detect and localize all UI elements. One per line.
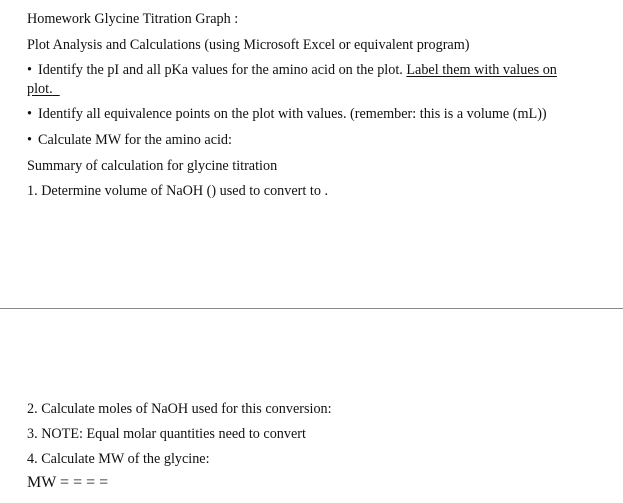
step-2: 2. Calculate moles of NaOH used for this conversion:: [27, 401, 332, 417]
underlined-instruction-continued: plot.: [27, 81, 53, 97]
bullet-icon: •: [27, 106, 32, 122]
step-1: 1. Determine volume of NaOH () used to convert to .: [27, 183, 329, 199]
bullet-item-calculate-mw: [27, 131, 232, 149]
step-3: 3. NOTE: Equal molar quantities need to convert: [27, 426, 306, 442]
bullet-text: Identify the pI and all pKa values for the amino acid on the plot.: [38, 62, 403, 78]
document-subtitle: Plot Analysis and Calculations (using Microsoft Excel or equivalent program): [27, 37, 470, 53]
document-title: Homework Glycine Titration Graph :: [27, 11, 239, 27]
step-4: 4. Calculate MW of the glycine:: [27, 451, 210, 467]
horizontal-divider: [0, 308, 623, 309]
mw-equation: MW = = = =: [27, 474, 109, 491]
underlined-instruction: Label them with values on: [406, 62, 557, 78]
bullet-icon: •: [27, 62, 32, 78]
summary-heading: Summary of calculation for glycine titration: [27, 158, 278, 174]
bullet-text: Identify all equivalence points on the plot with values. (remember: this is a volume (mL)): [38, 106, 547, 122]
bullet-item-equivalence-points: [27, 105, 547, 123]
bullet-item-identify-pi-continued: [27, 80, 60, 98]
bullet-text: Calculate MW for the amino acid:: [38, 132, 232, 148]
bullet-item-identify-pi: [27, 61, 557, 79]
bullet-icon: •: [27, 132, 32, 148]
